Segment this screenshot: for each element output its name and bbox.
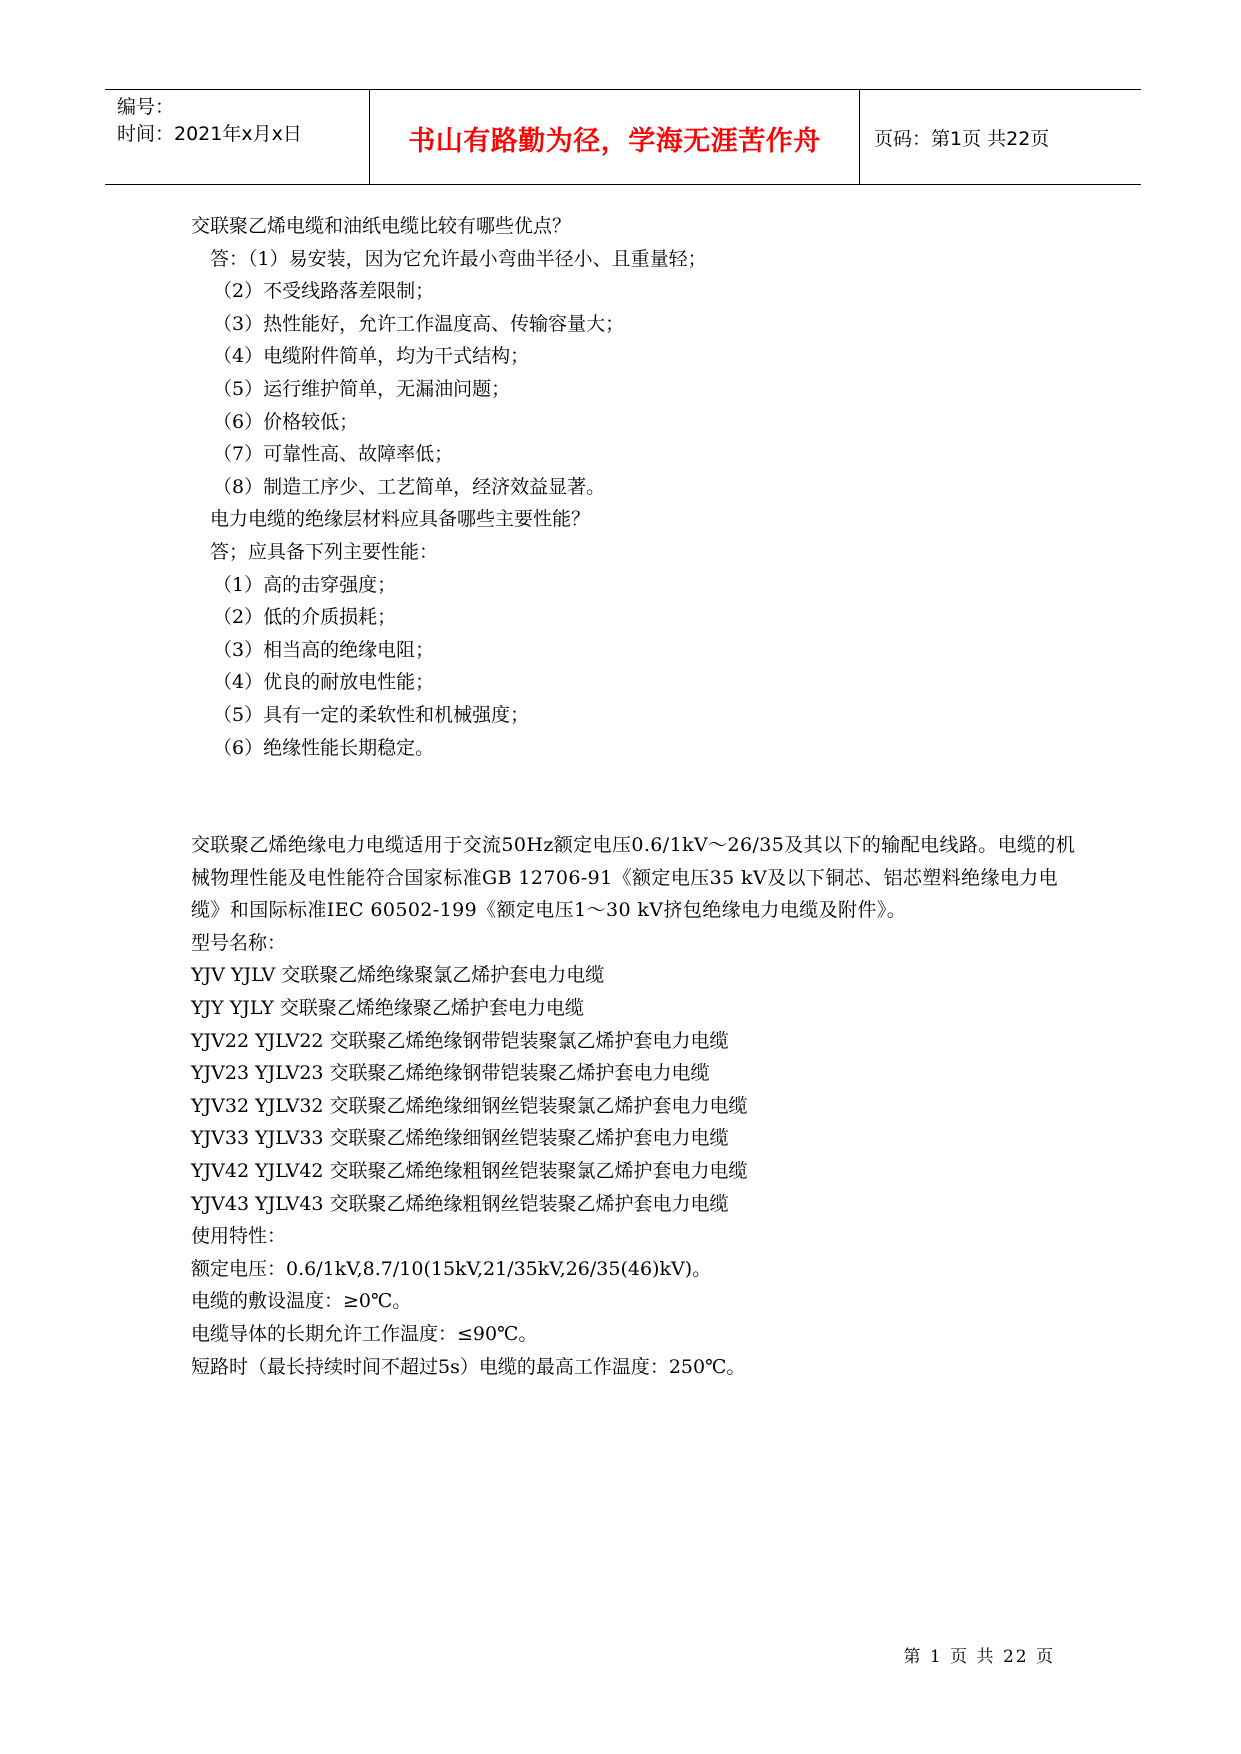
usage-item: 额定电压：0.6/1kV,8.7/10(15kV,21/35kV,26/35(46)kV)。 [191, 1257, 712, 1280]
header-page-info: 页码：第1页 共22页 [874, 127, 1050, 150]
model-item: YJV42 YJLV42 交联聚乙烯绝缘粗钢丝铠装聚氯乙烯护套电力电缆 [191, 1160, 748, 1183]
answer-2-item: （4）优良的耐放电性能； [213, 671, 435, 694]
paragraph-spacer [191, 764, 1081, 829]
question-2: 电力电缆的绝缘层材料应具备哪些主要性能？ [210, 508, 591, 531]
answer-2-intro: 答；应具备下列主要性能： [210, 540, 439, 563]
model-item: YJV23 YJLV23 交联聚乙烯绝缘钢带铠装聚乙烯护套电力电缆 [191, 1062, 710, 1085]
model-item: YJV YJLV 交联聚乙烯绝缘聚氯乙烯护套电力电缆 [191, 964, 605, 987]
model-item: YJV43 YJLV43 交联聚乙烯绝缘粗钢丝铠装聚乙烯护套电力电缆 [191, 1192, 729, 1215]
answer-2-item: （1）高的击穿强度； [213, 573, 397, 596]
answer-1-intro: 答：（1）易安装，因为它允许最小弯曲半径小、且重量轻； [210, 247, 707, 270]
answer-2-item: （2）低的介质损耗； [213, 606, 397, 629]
answer-2-item: （3）相当高的绝缘电阻； [213, 638, 435, 661]
answer-1-item: （8）制造工序少、工艺简单，经济效益显著。 [213, 475, 606, 498]
usage-item: 电缆导体的长期允许工作温度：≤90℃。 [191, 1323, 538, 1345]
model-item: YJY YJLY 交联聚乙烯绝缘聚乙烯护套电力电缆 [191, 997, 584, 1020]
answer-1-item: （7）可靠性高、故障率低； [213, 443, 454, 466]
model-item: YJV22 YJLV22 交联聚乙烯绝缘钢带铠装聚氯乙烯护套电力电缆 [191, 1029, 729, 1052]
cable-intro-paragraph: 交联聚乙烯绝缘电力电缆适用于交流50Hz额定电压0.6/1kV～26/35及其以下的输配电线路。电缆的机械物理性能及电性能符合国家标准GB 12706-91《额定电压35 kV及以下铜芯、铝芯塑料绝缘电力电缆》和国际标准IEC 60502-199《额定电压1～30 kV挤包绝缘电力电缆及附件》。 [191, 834, 1076, 922]
header-motto: 书山有路勤为径，学海无涯苦作舟 [370, 90, 860, 184]
answer-1-item: （6）价格较低； [213, 410, 359, 433]
model-item: YJV32 YJLV32 交联聚乙烯绝缘细钢丝铠装聚氯乙烯护套电力电缆 [191, 1094, 748, 1117]
document-body [191, 210, 1081, 1383]
document-number-label: 编号： [117, 96, 175, 118]
question-1: 交联聚乙烯电缆和油纸电缆比较有哪些优点？ [191, 215, 572, 237]
answer-1-item: （2）不受线路落差限制； [213, 280, 435, 303]
model-item: YJV33 YJLV33 交联聚乙烯绝缘细钢丝铠装聚乙烯护套电力电缆 [191, 1127, 729, 1150]
model-title: 型号名称： [191, 931, 287, 954]
answer-2-item: （6）绝缘性能长期稳定。 [213, 736, 435, 759]
header-meta-cell [105, 90, 370, 184]
answer-1-item: （5）运行维护简单，无漏油问题； [213, 377, 511, 400]
page-footer: 第 1 页 共 22 页 [903, 1647, 1055, 1667]
page-header [105, 89, 1141, 185]
usage-title: 使用特性： [191, 1225, 287, 1248]
answer-2-item: （5）具有一定的柔软性和机械强度； [213, 703, 530, 726]
answer-1-item: （4）电缆附件简单，均为干式结构； [213, 345, 530, 368]
usage-item: 电缆的敷设温度：≥0℃。 [191, 1290, 412, 1313]
usage-item: 短路时（最长持续时间不超过5s）电缆的最高工作温度：250℃。 [191, 1355, 746, 1378]
document-date: 时间：2021年x月x日 [117, 123, 302, 145]
answer-1-item: （3）热性能好，允许工作温度高、传输容量大； [213, 312, 625, 335]
